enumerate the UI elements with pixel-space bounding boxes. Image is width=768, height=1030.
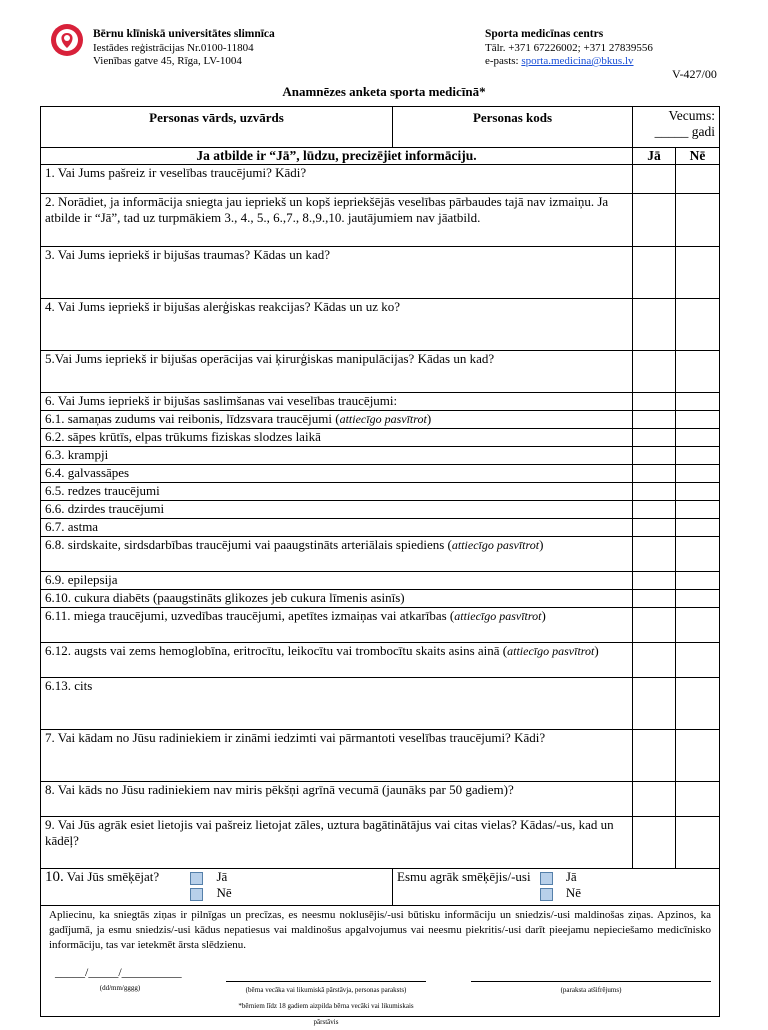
- center-info: [485, 28, 653, 69]
- former-smoker-text: Esmu agrāk smēķējis/-usi: [397, 869, 531, 884]
- question-row: [41, 165, 720, 194]
- yes-header: Jā: [633, 148, 676, 165]
- question-main: 6.3. krampji: [45, 447, 109, 462]
- answer-no-cell[interactable]: [676, 537, 720, 572]
- question-row: [41, 730, 720, 782]
- former-no-label: Nē: [565, 885, 582, 900]
- guardian-label: (bērna vecāka vai likumiskā pārstāvja, personas paraksts): [245, 986, 407, 994]
- question-row: [41, 590, 720, 608]
- answer-no-cell[interactable]: [676, 590, 720, 608]
- answer-yes-cell[interactable]: [633, 429, 676, 447]
- question-main: 7. Vai kādam no Jūsu radiniekiem ir zināmi iedzimti vai pārmantoti veselības traucējumi? Kādi?: [45, 730, 546, 745]
- name-header: Personas vārds, uzvārds: [41, 107, 393, 148]
- answer-no-cell[interactable]: [676, 393, 720, 411]
- form-code: V-427/00: [672, 67, 717, 81]
- question-row: [41, 411, 720, 429]
- question-main: 6.9. epilepsija: [45, 572, 118, 587]
- question-main: 6.6. dzirdes traucējumi: [45, 501, 165, 516]
- answer-yes-cell[interactable]: [633, 299, 676, 351]
- checkbox-icon[interactable]: [540, 888, 553, 901]
- answer-no-cell[interactable]: [676, 411, 720, 429]
- question-main: 8. Vai kāds no Jūsu radiniekiem nav miris pēkšņi agrīnā vecumā (jaunāks par 50 gadiem)?: [45, 782, 514, 797]
- center-name: Sporta medicīnas centrs: [485, 28, 604, 40]
- question-main: 6.7. astma: [45, 519, 99, 534]
- question-text: [41, 501, 633, 519]
- answer-yes-cell[interactable]: [633, 393, 676, 411]
- guardian-signature[interactable]: [226, 969, 426, 1030]
- answer-yes-cell[interactable]: [633, 537, 676, 572]
- question-text: [41, 299, 633, 351]
- question-row: [41, 465, 720, 483]
- question-text: [41, 537, 633, 572]
- instruction: Ja atbilde ir “Jā”, lūdzu, precizējiet informāciju.: [41, 148, 633, 165]
- checkbox-icon[interactable]: [190, 872, 203, 885]
- age-label: Vecums:: [668, 108, 715, 123]
- answer-no-cell[interactable]: [676, 608, 720, 643]
- question-text: [41, 643, 633, 678]
- question-row: [41, 537, 720, 572]
- answer-no-cell[interactable]: [676, 299, 720, 351]
- answer-no-cell[interactable]: [676, 572, 720, 590]
- question-row: [41, 194, 720, 247]
- age-blank[interactable]: _____ gadi: [654, 124, 715, 139]
- question-text: [41, 678, 633, 730]
- center-email-line: [485, 55, 653, 69]
- question-row: [41, 247, 720, 299]
- question-text: [41, 429, 633, 447]
- smoking-no-option[interactable]: [190, 885, 231, 901]
- question-text: [41, 483, 633, 501]
- answer-yes-cell[interactable]: [633, 678, 676, 730]
- answer-no-cell[interactable]: [676, 351, 720, 393]
- question-text: [41, 465, 633, 483]
- question-text: [41, 165, 633, 194]
- question-main: 9. Vai Jūs agrāk esiet lietojis vai pašreiz lietojat zāles, uztura bagātinātājus vai citas vielas? Kādas/-us, kad un kādēļ?: [45, 817, 614, 848]
- question-text: [41, 194, 633, 247]
- checkbox-icon[interactable]: [540, 872, 553, 885]
- answer-no-cell[interactable]: [676, 643, 720, 678]
- answer-yes-cell[interactable]: [633, 351, 676, 393]
- question-row: [41, 643, 720, 678]
- questionnaire-grid: [40, 106, 719, 1026]
- hospital-info: [93, 28, 275, 69]
- question-main: 6.10. cukura diabēts (paaugstināts glikozes jeb cukura līmenis asinīs): [45, 590, 405, 605]
- q10-text: Vai Jūs smēķējat?: [63, 869, 160, 884]
- question-main: 6.11. miega traucējumi, uzvedības traucējumi, apetītes izmaiņas vai atkarības (: [45, 608, 455, 623]
- answer-yes-cell[interactable]: [633, 643, 676, 678]
- question-text: [41, 590, 633, 608]
- question-text: [41, 817, 633, 869]
- question-text: [41, 411, 633, 429]
- answer-yes-cell[interactable]: [633, 501, 676, 519]
- question-text: [41, 608, 633, 643]
- answer-no-cell[interactable]: [676, 501, 720, 519]
- question-row: [41, 608, 720, 643]
- former-yes-option[interactable]: [540, 869, 581, 885]
- answer-no-cell[interactable]: [676, 817, 720, 869]
- question-main: 4. Vai Jums iepriekš ir bijušas alerģiskas reakcijas? Kādas un uz ko?: [45, 299, 400, 314]
- question-note: attiecīgo pasvītrot: [339, 412, 427, 426]
- center-email-label: e-pasts:: [485, 55, 522, 67]
- question-row: [41, 519, 720, 537]
- declaration-text: Apliecinu, ka sniegtās ziņas ir pilnīgas un precīzas, es neesmu noklusējis/-usi būtisku informāciju un sniedzis/-usi maldinošas ziņas. Apzinos, ka gadījumā, ja esmu sniedzis/-usi kādus nepatiesus vai maldinošus apgalvojumus vai neesmu piekritis/-usi darīt pieejamu nepieciešamo medicīnisko informāciju, tas var ietekmēt ārsta slēdzienu.: [49, 909, 711, 951]
- question-row: [41, 501, 720, 519]
- no-header: Nē: [676, 148, 720, 165]
- question-row: [41, 299, 720, 351]
- center-phone: Tālr. +371 67226002; +371 27839556: [485, 41, 653, 54]
- date-label: (dd/mm/gggg): [99, 984, 141, 992]
- question-main: 6.5. redzes traucējumi: [45, 483, 160, 498]
- question-main: 1. Vai Jums pašreiz ir veselības traucējumi? Kādi?: [45, 165, 307, 180]
- question-row: [41, 483, 720, 501]
- question-main: 6.2. sāpes krūtīs, elpas trūkums fiziskas slodzes laikā: [45, 429, 321, 444]
- question-row: [41, 817, 720, 869]
- answer-yes-cell[interactable]: [633, 483, 676, 501]
- answer-no-cell[interactable]: [676, 447, 720, 465]
- declaration-cell: [41, 906, 720, 1026]
- answer-no-cell[interactable]: [676, 465, 720, 483]
- answer-no-cell[interactable]: [676, 678, 720, 730]
- guardian-note: *bērniem līdz 18 gadiem aizpilda bērna vecāki vai likumiskais pārstāvis: [238, 1002, 414, 1026]
- answer-no-cell[interactable]: [676, 730, 720, 782]
- smoking-no-label: Nē: [216, 885, 232, 900]
- question-main: 6.13. cits: [45, 678, 93, 693]
- answer-no-cell[interactable]: [676, 194, 720, 247]
- answer-no-cell[interactable]: [676, 782, 720, 817]
- answer-yes-cell[interactable]: [633, 165, 676, 194]
- question-text: [41, 351, 633, 393]
- answer-yes-cell[interactable]: [633, 730, 676, 782]
- question-text: [41, 782, 633, 817]
- question-text: [41, 393, 633, 411]
- smoking-yes-label: Jā: [216, 869, 228, 884]
- question-text: [41, 730, 633, 782]
- question-close: ): [594, 643, 599, 658]
- doctor-label: (paraksta atšifrējums): [560, 986, 622, 994]
- doctor-signature[interactable]: [471, 969, 711, 998]
- question-text: [41, 247, 633, 299]
- answer-no-cell[interactable]: [676, 165, 720, 194]
- age-header: [633, 107, 720, 148]
- question-text: [41, 447, 633, 465]
- hospital-address: Vienības gatve 45, Rīga, LV-1004: [93, 55, 242, 67]
- answer-no-cell[interactable]: [676, 483, 720, 501]
- answer-yes-cell[interactable]: [633, 519, 676, 537]
- former-no-option[interactable]: [540, 885, 581, 901]
- question-row: [41, 782, 720, 817]
- hospital-name: Bērnu klīniskā universitātes slimnīca: [93, 28, 275, 40]
- question-main: 6.8. sirdskaite, sirdsdarbības traucējumi vai paaugstināts arteriālais spiediens (: [45, 537, 452, 552]
- center-email-link[interactable]: sporta.medicina@bkus.lv: [521, 55, 634, 67]
- answer-yes-cell[interactable]: [633, 817, 676, 869]
- question-row: [41, 351, 720, 393]
- date-field[interactable]: [55, 964, 185, 996]
- question-row: [41, 429, 720, 447]
- question-close: ): [539, 537, 544, 552]
- date-blank: _____/_____/__________: [55, 965, 182, 979]
- smoking-yes-option[interactable]: [190, 869, 231, 885]
- q10-number: 10.: [45, 869, 64, 885]
- hospital-reg: Iestādes reģistrācijas Nr.0100-11804: [93, 41, 254, 54]
- question-close: ): [426, 411, 432, 426]
- answer-yes-cell[interactable]: [633, 782, 676, 817]
- question-row: [41, 678, 720, 730]
- smoking-question: [41, 869, 393, 906]
- answer-yes-cell[interactable]: [633, 447, 676, 465]
- question-note: attiecīgo pasvītrot: [507, 644, 595, 658]
- hospital-logo: [50, 23, 84, 57]
- question-main: 5.Vai Jums iepriekš ir bijušas operācijas vai ķirurģiskas manipulācijas? Kādas un kad?: [45, 351, 495, 366]
- question-note: attiecīgo pasvītrot: [451, 538, 540, 552]
- question-row: [41, 572, 720, 590]
- question-main: 3. Vai Jums iepriekš ir bijušas traumas? Kādas un kad?: [45, 247, 330, 262]
- question-main: 6.4. galvassāpes: [45, 465, 130, 480]
- code-header: Personas kods: [393, 107, 633, 148]
- answer-yes-cell[interactable]: [633, 194, 676, 247]
- question-note: attiecīgo pasvītrot: [454, 609, 542, 623]
- answer-yes-cell[interactable]: [633, 247, 676, 299]
- question-main: 6.12. augsts vai zems hemoglobīna, eritrocītu, leikocītu vai trombocītu skaits asins ainā (: [45, 643, 508, 658]
- question-text: [41, 572, 633, 590]
- answer-yes-cell[interactable]: [633, 572, 676, 590]
- form-title: Anamnēzes anketa sporta medicīnā*: [282, 84, 486, 99]
- checkbox-icon[interactable]: [190, 888, 203, 901]
- question-main: 6. Vai Jums iepriekš ir bijušas saslimšanas vai veselības traucējumi:: [45, 393, 398, 408]
- question-main: 2. Norādiet, ja informācija sniegta jau iepriekš un kopš iepriekšējās veselības pārbaudes tajā nav izmaiņu. Ja atbilde ir “Jā”, tad uz turpmākiem 3., 4., 5., 6.,7., 8.,9.,10. jautājumiem nav jāatbild.: [45, 194, 609, 225]
- question-row: [41, 393, 720, 411]
- question-text: [41, 519, 633, 537]
- answer-yes-cell[interactable]: [633, 465, 676, 483]
- answer-yes-cell[interactable]: [633, 608, 676, 643]
- question-close: ): [541, 608, 546, 623]
- former-yes-label: Jā: [565, 869, 577, 884]
- question-main: 6.1. samaņas zudums vai reibonis, līdzsvara traucējumi (: [45, 411, 340, 426]
- answer-no-cell[interactable]: [676, 429, 720, 447]
- answer-no-cell[interactable]: [676, 519, 720, 537]
- answer-yes-cell[interactable]: [633, 411, 676, 429]
- answer-no-cell[interactable]: [676, 247, 720, 299]
- answer-yes-cell[interactable]: [633, 590, 676, 608]
- question-row: [41, 447, 720, 465]
- former-smoker: [393, 869, 720, 906]
